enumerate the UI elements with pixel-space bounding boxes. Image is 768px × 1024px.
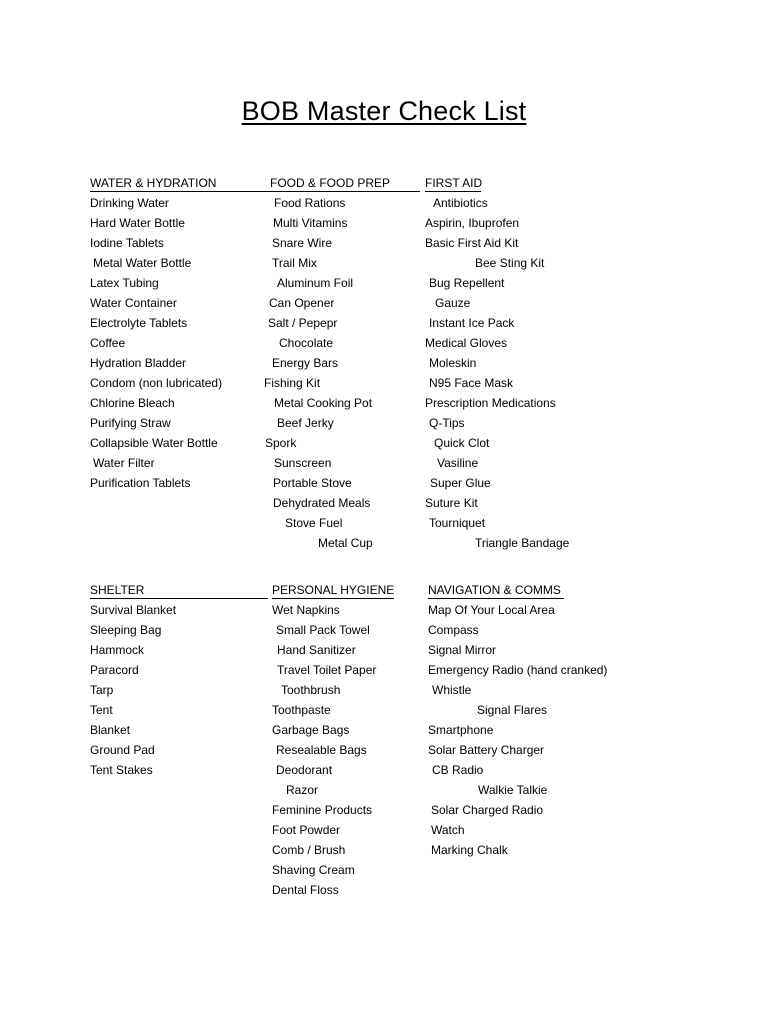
list-item: Spork xyxy=(265,436,297,450)
list-item: Gauze xyxy=(435,296,471,310)
list-item: Survival Blanket xyxy=(90,603,177,617)
list-item: Hydration Bladder xyxy=(90,356,187,370)
column-header: NAVIGATION & COMMS xyxy=(428,582,564,599)
list-item: Electrolyte Tablets xyxy=(90,316,188,330)
list-item: Razor xyxy=(286,783,319,797)
list-item: Deodorant xyxy=(276,763,333,777)
list-item: Toothpaste xyxy=(272,703,331,717)
list-item: Tent Stakes xyxy=(90,763,153,777)
list-item: Purification Tablets xyxy=(90,476,191,490)
item-list xyxy=(428,600,607,860)
list-item: Signal Mirror xyxy=(428,643,497,657)
list-item: Compass xyxy=(428,623,479,637)
list-item: Snare Wire xyxy=(272,236,333,250)
list-item: Solar Battery Charger xyxy=(428,743,545,757)
list-item: Energy Bars xyxy=(272,356,339,370)
list-item: Small Pack Towel xyxy=(276,623,370,637)
list-item: Dehydrated Meals xyxy=(273,496,371,510)
list-item: Prescription Medications xyxy=(425,396,556,410)
list-item: Moleskin xyxy=(429,356,477,370)
list-item: Emergency Radio (hand cranked) xyxy=(428,663,608,677)
list-item: Aluminum Foil xyxy=(277,276,354,290)
list-item: Condom (non lubricated) xyxy=(90,376,223,390)
list-item: Can Opener xyxy=(269,296,335,310)
list-item: Ground Pad xyxy=(90,743,155,757)
list-item: Metal Water Bottle xyxy=(93,256,192,270)
list-item: Quick Clot xyxy=(434,436,490,450)
list-item: Chlorine Bleach xyxy=(90,396,175,410)
list-item: Blanket xyxy=(90,723,131,737)
item-list xyxy=(272,600,376,900)
list-item: Paracord xyxy=(90,663,139,677)
list-item: Beef Jerky xyxy=(277,416,334,430)
list-item: Portable Stove xyxy=(273,476,352,490)
list-item: Hard Water Bottle xyxy=(90,216,185,230)
column-header: PERSONAL HYGIENE xyxy=(272,583,395,597)
list-item: Feminine Products xyxy=(272,803,373,817)
item-list xyxy=(425,193,569,553)
list-item: Shaving Cream xyxy=(272,863,355,877)
list-item: Toothbrush xyxy=(281,683,341,697)
list-item: N95 Face Mask xyxy=(429,376,514,390)
list-item: Bee Sting Kit xyxy=(475,256,545,270)
list-item: Tent xyxy=(90,703,113,717)
list-item: Stove Fuel xyxy=(285,516,343,530)
list-item: Hand Sanitizer xyxy=(277,643,356,657)
list-item: Watch xyxy=(431,823,465,837)
list-item: Aspirin, Ibuprofen xyxy=(425,216,520,230)
list-item: Water Container xyxy=(90,296,177,310)
item-list xyxy=(90,193,222,493)
list-item: Sunscreen xyxy=(274,456,332,470)
list-item: Latex Tubing xyxy=(90,276,159,290)
list-item: Smartphone xyxy=(428,723,494,737)
list-item: Food Rations xyxy=(274,196,346,210)
list-item: Triangle Bandage xyxy=(475,536,570,550)
list-item: Garbage Bags xyxy=(272,723,350,737)
list-item: Bug Repellent xyxy=(429,276,505,290)
list-item: Basic First Aid Kit xyxy=(425,236,519,250)
list-item: Walkie Talkie xyxy=(478,783,548,797)
list-item: Tourniquet xyxy=(429,516,486,530)
list-item: Marking Chalk xyxy=(431,843,508,857)
list-item: Sleeping Bag xyxy=(90,623,162,637)
column-header: FIRST AID xyxy=(425,176,483,190)
list-item: Metal Cup xyxy=(318,536,373,550)
list-item: Super Glue xyxy=(430,476,491,490)
list-item: Medical Gloves xyxy=(425,336,508,350)
page-title: BOB Master Check List xyxy=(241,96,527,126)
list-item: Travel Toilet Paper xyxy=(277,663,377,677)
list-item: Resealable Bags xyxy=(276,743,367,757)
list-item: CB Radio xyxy=(432,763,484,777)
list-item: Tarp xyxy=(90,683,114,697)
list-item: Salt / Pepepr xyxy=(268,316,338,330)
list-item: Drinking Water xyxy=(90,196,169,210)
item-list xyxy=(90,600,176,780)
list-item: Dental Floss xyxy=(272,883,339,897)
list-item: Antibiotics xyxy=(433,196,488,210)
list-item: Map Of Your Local Area xyxy=(428,603,555,617)
list-item: Multi Vitamins xyxy=(273,216,348,230)
list-item: Coffee xyxy=(90,336,126,350)
list-item: Foot Powder xyxy=(272,823,341,837)
list-item: Chocolate xyxy=(279,336,334,350)
list-item: Q-Tips xyxy=(429,416,465,430)
list-item: Collapsible Water Bottle xyxy=(90,436,218,450)
list-item: Iodine Tablets xyxy=(90,236,164,250)
column-header: WATER & HYDRATION xyxy=(90,175,270,192)
list-item: Suture Kit xyxy=(425,496,478,510)
list-item: Fishing Kit xyxy=(264,376,321,390)
list-item: Signal Flares xyxy=(477,703,548,717)
list-item: Instant Ice Pack xyxy=(429,316,515,330)
column-header: SHELTER xyxy=(90,582,268,599)
list-item: Wet Napkins xyxy=(272,603,340,617)
list-item: Metal Cooking Pot xyxy=(274,396,373,410)
list-item: Water Filter xyxy=(93,456,155,470)
item-list xyxy=(264,193,373,553)
column-header: FOOD & FOOD PREP xyxy=(270,175,420,192)
list-item: Vasiline xyxy=(437,456,479,470)
list-item: Trail Mix xyxy=(272,256,317,270)
list-item: Purifying Straw xyxy=(90,416,171,430)
list-item: Whistle xyxy=(432,683,472,697)
list-item: Hammock xyxy=(90,643,145,657)
list-item: Solar Charged Radio xyxy=(431,803,544,817)
list-item: Comb / Brush xyxy=(272,843,346,857)
